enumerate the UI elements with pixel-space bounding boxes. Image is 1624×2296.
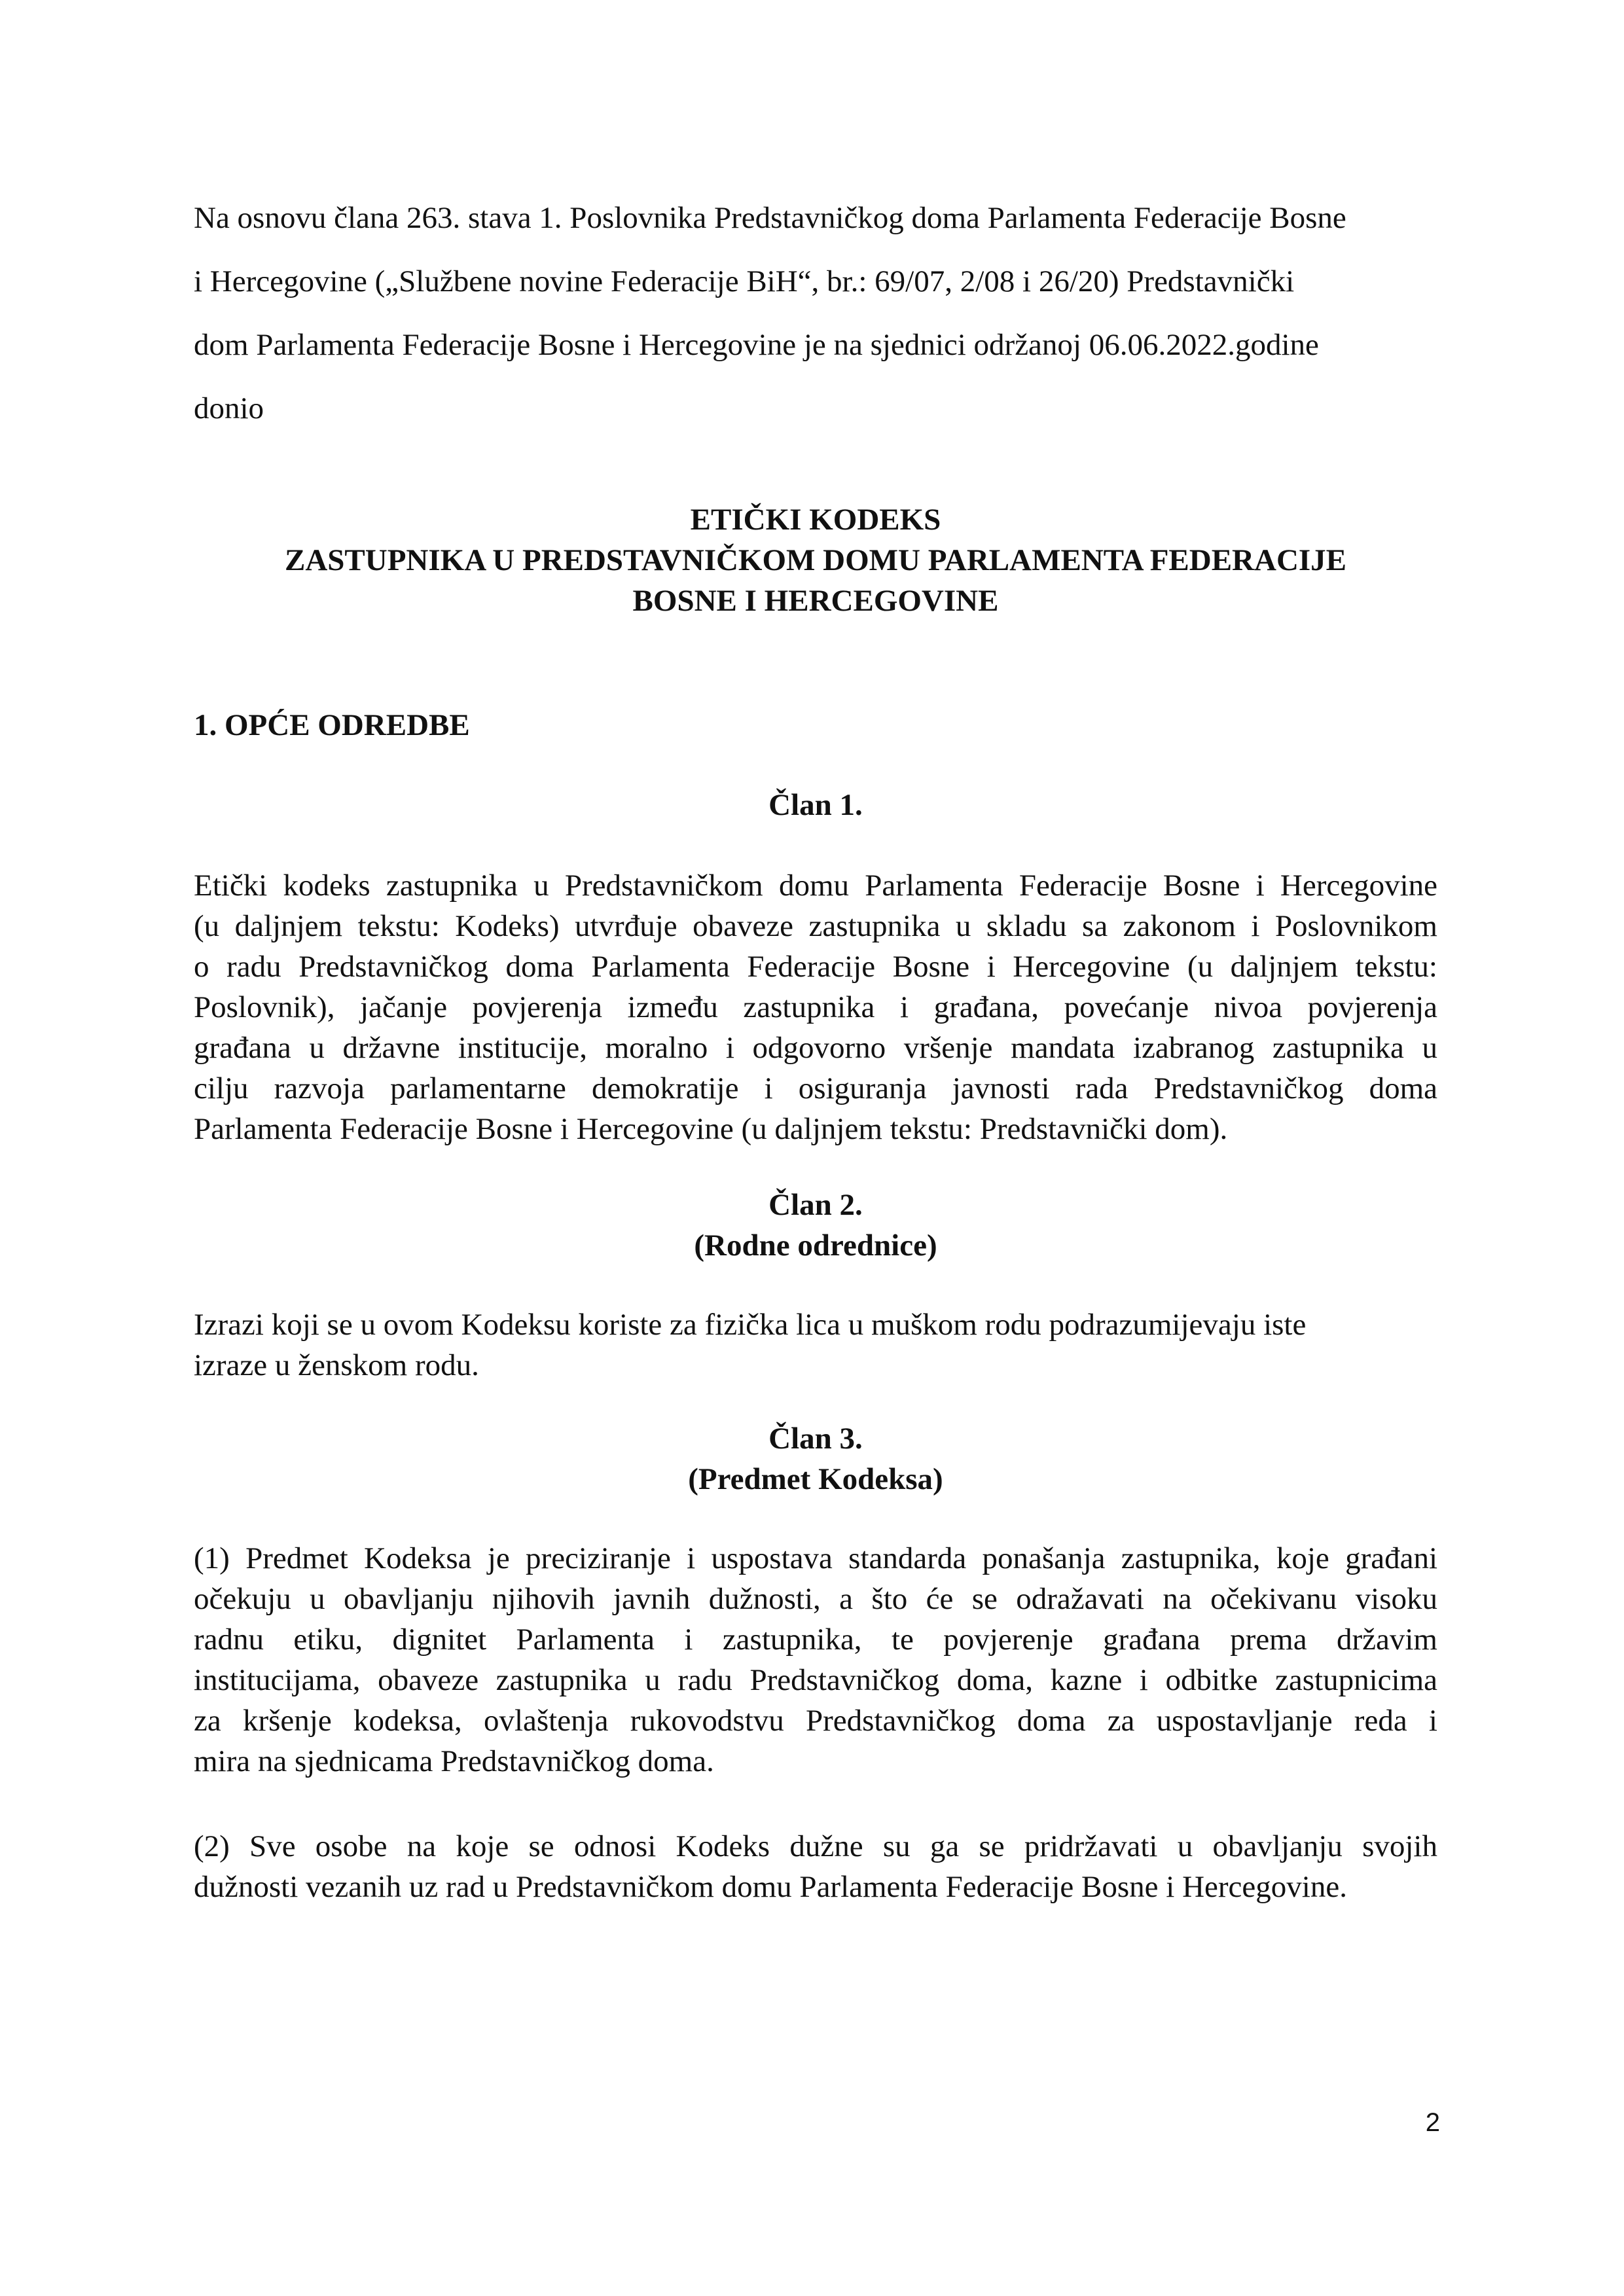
paragraph-line: Etički kodeks zastupnika u Predstavničkom domu Parlamenta Federacije Bosne i Hercegovine (194, 869, 1437, 903)
paragraph-line: mira na sjednicama Predstavničkog doma. (194, 1744, 714, 1778)
article-1-paragraph (194, 865, 1437, 1149)
paragraph-line: izraze u ženskom rodu. (194, 1348, 479, 1382)
article-2-paragraph (194, 1304, 1437, 1386)
document-title (194, 499, 1437, 621)
paragraph-line: institucijama, obaveze zastupnika u radu Predstavničkog doma, kazne i odbitke zastupnicima (194, 1663, 1437, 1697)
paragraph-line: radnu etiku, dignitet Parlamenta i zastupnika, te povjerenje građana prema državim (194, 1623, 1437, 1657)
article-3-paragraph-1 (194, 1538, 1437, 1782)
paragraph-line: (u daljnjem tekstu: Kodeks) utvrđuje obaveze zastupnika u skladu sa zakonom i Poslovnikom (194, 909, 1437, 943)
paragraph-line: dužnosti vezanih uz rad u Predstavničkom domu Parlamenta Federacije Bosne i Hercegovine. (194, 1870, 1347, 1904)
article-subtitle: (Rodne odrednice) (694, 1229, 937, 1263)
page-number: 2 (1425, 2108, 1440, 2137)
paragraph-line: Izrazi koji se u ovom Kodeksu koriste za fizička lica u muškom rodu podrazumijevaju iste (194, 1308, 1307, 1342)
paragraph-line: očekuju u obavljanju njihovih javnih dužnosti, a što će se odražavati na očekivanu visoku (194, 1582, 1437, 1616)
title-line: ZASTUPNIKA U PREDSTAVNIČKOM DOMU PARLAMENTA FEDERACIJE (284, 543, 1347, 577)
article-3-heading (194, 1418, 1437, 1499)
paragraph-line: (1) Predmet Kodeksa je preciziranje i uspostava standarda ponašanja zastupnika, koje građani (194, 1541, 1437, 1575)
article-3-paragraph-2 (194, 1826, 1437, 1907)
preamble-line: donio (194, 391, 264, 425)
article-1-heading (194, 785, 1437, 825)
paragraph-line: Poslovnik), jačanje povjerenja između zastupnika i građana, povećanje nivoa povjerenja (194, 990, 1437, 1024)
paragraph-line: cilju razvoja parlamentarne demokratije i osiguranja javnosti rada Predstavničkog doma (194, 1071, 1437, 1105)
article-number: Član 2. (768, 1188, 863, 1222)
preamble-line: dom Parlamenta Federacije Bosne i Hercegovine je na sjednici održanoj 06.06.2022.godine (194, 328, 1319, 362)
article-subtitle: (Predmet Kodeksa) (688, 1462, 943, 1496)
title-line: ETIČKI KODEKS (690, 503, 941, 537)
article-number: Član 3. (768, 1422, 863, 1456)
paragraph-line: o radu Predstavničkog doma Parlamenta Federacije Bosne i Hercegovine (u daljnjem tekstu: (194, 950, 1437, 984)
paragraph-line: (2) Sve osobe na koje se odnosi Kodeks dužne su ga se pridržavati u obavljanju svojih (194, 1829, 1437, 1863)
title-line: BOSNE I HERCEGOVINE (632, 584, 999, 618)
section-heading: 1. OPĆE ODREDBE (194, 708, 470, 742)
paragraph-line: za kršenje kodeksa, ovlaštenja rukovodstvu Predstavničkog doma za uspostavljanje reda i (194, 1704, 1437, 1738)
paragraph-line: Parlamenta Federacije Bosne i Hercegovine (u daljnjem tekstu: Predstavnički dom). (194, 1112, 1228, 1146)
preamble-line: Na osnovu člana 263. stava 1. Poslovnika Predstavničkog doma Parlamenta Federacije Bosne (194, 201, 1346, 235)
preamble-line: i Hercegovine („Službene novine Federacije BiH“, br.: 69/07, 2/08 i 26/20) Predstavnički (194, 264, 1295, 298)
article-number: Član 1. (768, 788, 863, 822)
preamble-paragraph (194, 187, 1437, 440)
paragraph-line: građana u državne institucije, moralno i odgovorno vršenje mandata izabranog zastupnika u (194, 1031, 1437, 1065)
article-2-heading (194, 1185, 1437, 1266)
